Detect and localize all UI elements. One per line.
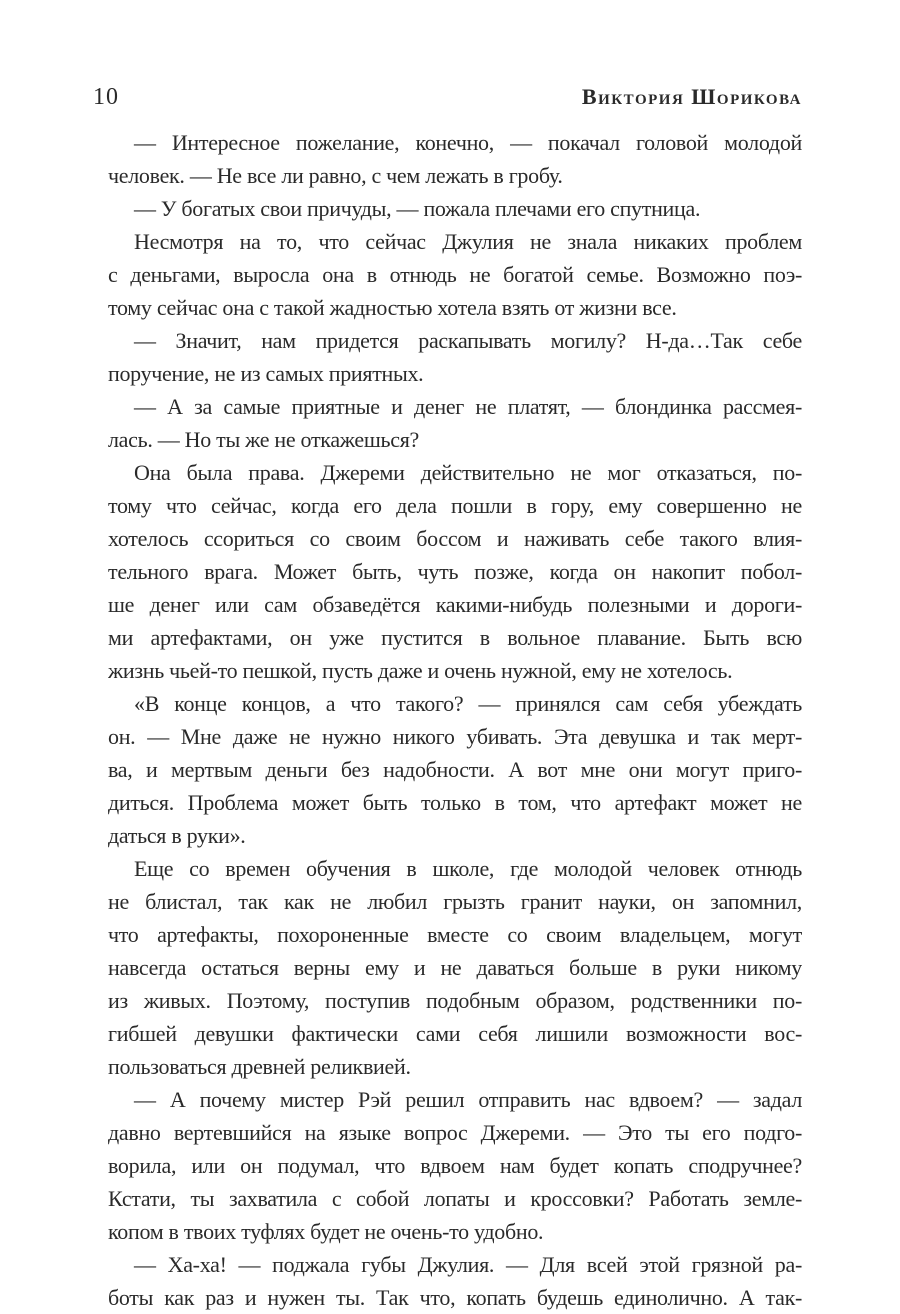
- text-line: тому сейчас она с такой жадностью хотела взять от жизни все.: [108, 295, 677, 320]
- page-body-text: [108, 126, 802, 1314]
- text-line: Несмотря на то, что сейчас Джулия не знала никаких проблем: [134, 229, 802, 254]
- text-line: ворила, или он подумал, что вдвоем нам будет копать сподручнее?: [108, 1153, 802, 1178]
- page-number: 10: [93, 84, 119, 110]
- text-line: не блистал, так как не любил грызть гранит науки, он запомнил,: [108, 889, 802, 914]
- text-line: боты как раз и нужен ты. Так что, копать будешь единолично. А так-: [108, 1285, 802, 1310]
- text-line: из живых. Поэтому, поступив подобным образом, родственники по-: [108, 988, 802, 1013]
- text-line: даться в руки».: [108, 823, 246, 848]
- text-line: ми артефактами, он уже пустится в вольное плавание. Быть всю: [108, 625, 802, 650]
- text-line: Она была права. Джереми действительно не мог отказаться, по-: [134, 460, 802, 485]
- text-line: диться. Проблема может быть только в том, что артефакт может не: [108, 790, 802, 815]
- text-line: — А за самые приятные и денег не платят, — блондинка рассмея-: [134, 394, 802, 419]
- text-line: тому что сейчас, когда его дела пошли в гору, ему совершенно не: [108, 493, 802, 518]
- text-line: — У богатых свои причуды, — пожала плечами его спутница.: [134, 196, 701, 221]
- text-line: гибшей девушки фактически сами себя лишили возможности вос-: [108, 1021, 802, 1046]
- text-line: Еще со времен обучения в школе, где молодой человек отнюдь: [134, 856, 802, 881]
- text-line: Кстати, ты захватила с собой лопаты и кроссовки? Работать земле-: [108, 1186, 802, 1211]
- text-line: навсегда остаться верны ему и не даваться больше в руки никому: [108, 955, 802, 980]
- text-line: он. — Мне даже не нужно никого убивать. Эта девушка и так мерт-: [108, 724, 802, 749]
- text-line: — А почему мистер Рэй решил отправить нас вдвоем? — задал: [134, 1087, 802, 1112]
- text-line: копом в твоих туфлях будет не очень-то удобно.: [108, 1219, 544, 1244]
- paragraph: [108, 852, 802, 1083]
- paragraph: [108, 1248, 802, 1314]
- paragraph: [108, 324, 802, 390]
- text-line: ше денег или сам обзаведётся какими-нибудь полезными и дороги-: [108, 592, 802, 617]
- paragraph: [108, 225, 802, 324]
- text-line: — Интересное пожелание, конечно, — покачал головой молодой: [134, 130, 802, 155]
- paragraph: [108, 192, 802, 225]
- text-line: лась. — Но ты же не откажешься?: [108, 427, 419, 452]
- paragraph: [108, 687, 802, 852]
- text-line: жизнь чьей-то пешкой, пусть даже и очень нужной, ему не хотелось.: [108, 658, 733, 683]
- paragraph: [108, 390, 802, 456]
- text-line: тельного врага. Может быть, чуть позже, когда он накопит побол-: [108, 559, 802, 584]
- text-line: — Значит, нам придется раскапывать могилу? Н-да…Так себе: [134, 328, 802, 353]
- text-line: что артефакты, похороненные вместе со своим владельцем, могут: [108, 922, 802, 947]
- text-line: — Ха-ха! — поджала губы Джулия. — Для всей этой грязной ра-: [134, 1252, 802, 1277]
- paragraph: [108, 126, 802, 192]
- text-line: пользоваться древней реликвией.: [108, 1054, 411, 1079]
- paragraph: [108, 456, 802, 687]
- text-line: давно вертевшийся на языке вопрос Джереми. — Это ты его подго-: [108, 1120, 802, 1145]
- text-line: хотелось ссориться со своим боссом и наживать себе такого влия-: [108, 526, 802, 551]
- text-line: человек. — Не все ли равно, с чем лежать в гробу.: [108, 163, 563, 188]
- paragraph: [108, 1083, 802, 1248]
- text-line: «В конце концов, а что такого? — принялся сам себя убеждать: [134, 691, 802, 716]
- text-line: ва, и мертвым деньги без надобности. А вот мне они могут приго-: [108, 757, 802, 782]
- running-head-author: Виктория Шорикова: [581, 84, 802, 109]
- text-line: с деньгами, выросла она в отнюдь не богатой семье. Возможно поэ-: [108, 262, 802, 287]
- text-line: поручение, не из самых приятных.: [108, 361, 424, 386]
